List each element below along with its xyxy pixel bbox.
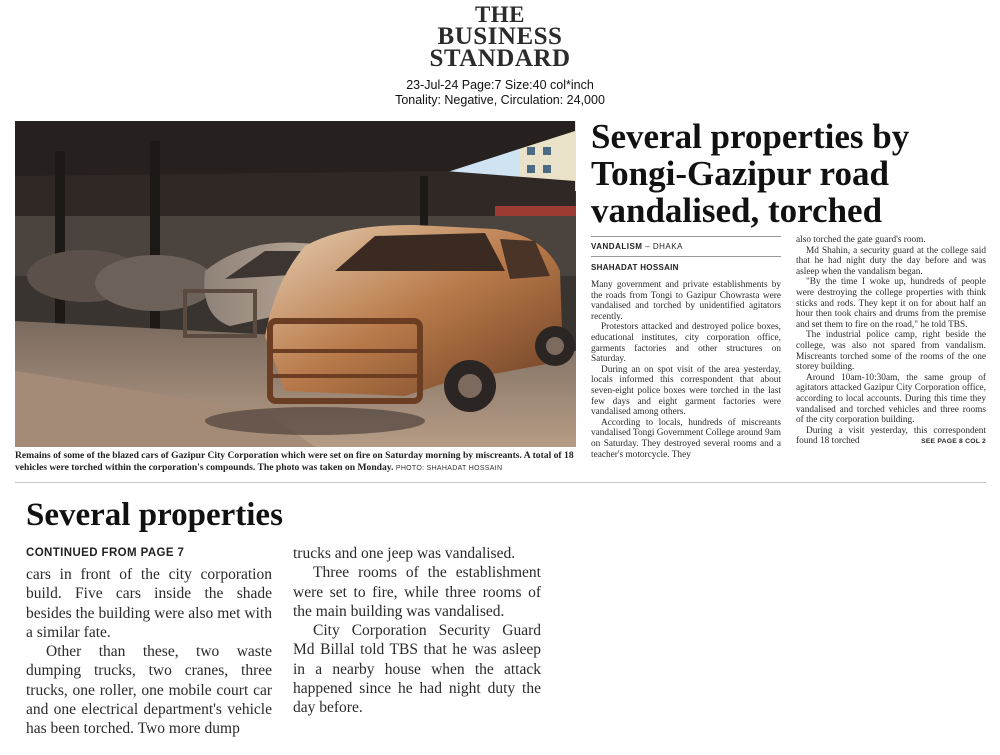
burned-cars-illustration — [15, 121, 576, 447]
continued-from-label: CONTINUED FROM PAGE 7 — [26, 547, 185, 559]
byline: SHAHADAT HOSSAIN — [591, 263, 679, 272]
masthead-line-1: THE — [474, 2, 526, 27]
continuation-paragraph: Other than these, two waste dumping trucks, two cranes, three trucks, one roller, one mobile court car and one electrical department's vehicle has been torched. Two more dump — [26, 643, 272, 738]
photo-credit: PHOTO: SHAHADAT HOSSAIN — [395, 464, 503, 472]
newspaper-masthead — [0, 4, 1000, 70]
article-paragraph: Around 10am-10:30am, the same group of agitators attacked Gazipur City Corporation office, according to local accounts. During this time they vandalised and torched vehicles and three rooms of the city corporation building. — [796, 372, 986, 426]
article-column-2 — [796, 235, 986, 448]
continuation-headline: Several properties — [26, 497, 283, 533]
dateline: – DHAKA — [645, 242, 683, 251]
section-rule-top — [591, 236, 781, 237]
clip-info — [0, 78, 1000, 108]
continuation-column-1 — [26, 565, 272, 739]
masthead-line-3: STANDARD — [429, 45, 571, 72]
section-name: VANDALISM — [591, 242, 643, 251]
article-paragraph: According to locals, hundreds of miscreants vandalised Tongi Government College around 9am on Saturday. They destroyed several rooms and a teacher's motorcycle. They — [591, 417, 781, 460]
article-headline: Several properties by Tongi-Gazipur road vandalised, torched — [591, 117, 910, 230]
continuation-column-2 — [293, 544, 541, 718]
masthead-line-2: BUSINESS — [437, 23, 563, 50]
clip-info-line-2: Tonality: Negative, Circulation: 24,000 — [395, 93, 605, 107]
section-rule-bottom — [591, 256, 781, 257]
article-paragraph: Md Shahin, a security guard at the college said that he had night duty the day before and was asleep when the vandalism began. — [796, 245, 986, 277]
article-paragraph: also torched the gate guard's room. — [796, 235, 926, 245]
continuation-paragraph: trucks and one jeep was vandalised. — [293, 545, 516, 562]
photo-caption-text: Remains of some of the blazed cars of Gazipur City Corporation which were set on fire on Saturday morning by miscreants. A total of 18 vehicles were torched within the corporation's compounds. The photo was taken on Monday. — [15, 450, 574, 473]
article-column-1 — [591, 280, 781, 460]
clip-info-line-1: 23-Jul-24 Page:7 Size:40 col*inch — [406, 78, 594, 92]
article-paragraph: "By the time I woke up, hundreds of people were destroying the college properties with think sticks and rods. They kept it on for about half an hour then took chairs and drums from the premise and set them to fire on the road," he told TBS. — [796, 277, 986, 330]
section-tag — [591, 242, 683, 251]
article-paragraph: Protestors attacked and destroyed police boxes, educational institutes, city corporation office, garments factories and other structures on Saturday. — [591, 322, 781, 365]
article-paragraph: The industrial police camp, right beside the college, was also not spared from vandalism. Miscreants torched some of the rooms of the one storey building. — [796, 330, 986, 373]
continuation-paragraph: Three rooms of the establishment were set to fire, while three rooms of the main building was vandalised. — [293, 564, 541, 620]
article-paragraph: During a visit yesterday, this correspondent found 18 torched — [796, 425, 986, 447]
continuation-paragraph: cars in front of the city corporation build. Five cars inside the shade besides the building were also met with a similar fate. — [26, 566, 272, 641]
burned-cars-photo — [15, 121, 576, 447]
article-paragraph: Many government and private establishments by the roads from Tongi to Gazipur Chowrasta were vandalised and torched by unidentified agitators recently. — [591, 280, 781, 322]
see-page-jump: SEE PAGE 8 COL 2 — [921, 438, 986, 446]
article-paragraph: During an on spot visit of the area yesterday, locals informed this correspondent that about seven-eight police boxes were torched in the last few days and eight garment factories were vandalised among others. — [591, 364, 781, 418]
clip-divider — [15, 482, 986, 483]
continuation-paragraph: City Corporation Security Guard Md Billal told TBS that he was asleep in a nearby house when the attack happened since he had night duty the day before. — [293, 622, 541, 717]
photo-caption — [15, 450, 576, 474]
